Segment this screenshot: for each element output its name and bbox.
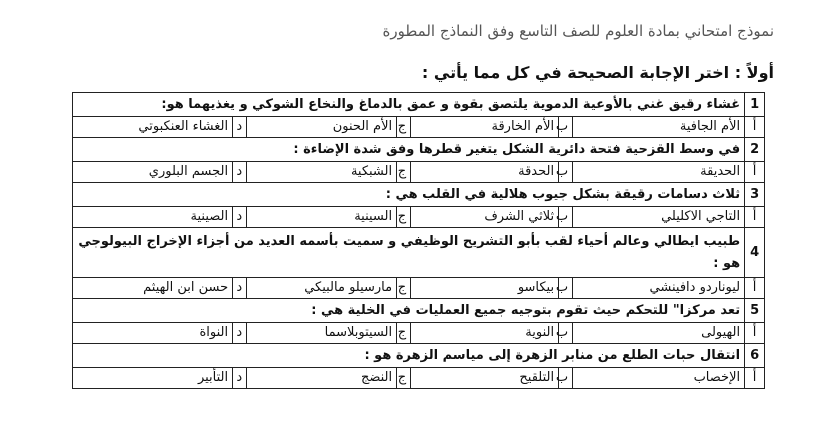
section-title: أولاً : اختر الإجابة الصحيحة في كل مما يأتي :: [421, 63, 774, 82]
question-text: ثلاث دسامات رقيقة بشكل جيوب هلالية في القلب هي :: [73, 183, 745, 207]
option-letter: أ: [745, 323, 765, 344]
document-title: نموذج امتحاني بمادة العلوم للصف التاسع وفق النماذج المطورة: [382, 22, 774, 40]
option-letter: ب: [559, 207, 573, 228]
question-number: 4: [745, 228, 765, 278]
option-c: النضج: [247, 368, 397, 389]
option-letter: ج: [397, 278, 411, 299]
option-c: الأم الحنون: [247, 117, 397, 138]
option-a: التاجي الاكليلي: [573, 207, 745, 228]
option-d: الصينية: [73, 207, 233, 228]
option-c: السيتوبلاسما: [247, 323, 397, 344]
options-row: [73, 368, 765, 389]
questions-table: [72, 92, 765, 389]
option-letter: د: [233, 162, 247, 183]
option-b: الحدقة: [411, 162, 559, 183]
option-b: النوية: [411, 323, 559, 344]
option-d: النواة: [73, 323, 233, 344]
question-row: [73, 93, 765, 117]
question-text: انتقال حبات الطلع من منابر الزهرة إلى مياسم الزهرة هو :: [73, 344, 745, 368]
option-letter: أ: [745, 117, 765, 138]
option-c: السينية: [247, 207, 397, 228]
option-letter: ب: [559, 278, 573, 299]
option-a: الإخصاب: [573, 368, 745, 389]
option-d: حسن ابن الهيثم: [73, 278, 233, 299]
option-a: ليوناردو دافينشي: [573, 278, 745, 299]
option-letter: د: [233, 207, 247, 228]
option-letter: د: [233, 278, 247, 299]
question-number: 3: [745, 183, 765, 207]
option-d: الجسم البلوري: [73, 162, 233, 183]
option-a: الحديقة: [573, 162, 745, 183]
option-letter: أ: [745, 368, 765, 389]
question-number: 6: [745, 344, 765, 368]
question-number: 1: [745, 93, 765, 117]
option-letter: د: [233, 368, 247, 389]
question-row: [73, 299, 765, 323]
option-letter: ب: [559, 368, 573, 389]
question-text: غشاء رقيق غني بالأوعية الدموية يلتصق بقوة و عمق بالدماغ والنخاع الشوكي و يغذيهما هو:: [73, 93, 745, 117]
question-text: تعد مركزا" للتحكم حيث تقوم بتوجيه جميع العمليات في الخلية هي :: [73, 299, 745, 323]
options-row: [73, 117, 765, 138]
option-c: الشبكية: [247, 162, 397, 183]
option-a: الأم الجافية: [573, 117, 745, 138]
option-b: التلقيح: [411, 368, 559, 389]
question-number: 2: [745, 138, 765, 162]
option-c: مارسيلو مالبيكي: [247, 278, 397, 299]
question-row: [73, 344, 765, 368]
options-row: [73, 207, 765, 228]
option-letter: أ: [745, 207, 765, 228]
option-letter: ج: [397, 323, 411, 344]
option-letter: ج: [397, 207, 411, 228]
options-row: [73, 278, 765, 299]
option-letter: ب: [559, 162, 573, 183]
options-row: [73, 323, 765, 344]
option-a: الهيولى: [573, 323, 745, 344]
option-letter: ج: [397, 368, 411, 389]
option-letter: أ: [745, 162, 765, 183]
question-row: [73, 228, 765, 278]
option-letter: د: [233, 323, 247, 344]
question-number: 5: [745, 299, 765, 323]
question-text: طبيب ايطالي وعالم أحياء لقب بأبو التشريح الوظيفي و سميت بأسمه العديد من أجزاء الإخراج البيولوجي هو :: [73, 228, 745, 278]
option-b: بيكاسو: [411, 278, 559, 299]
question-row: [73, 138, 765, 162]
option-letter: ب: [559, 323, 573, 344]
question-text: في وسط القزحية فتحة دائرية الشكل يتغير قطرها وفق شدة الإضاءة :: [73, 138, 745, 162]
question-row: [73, 183, 765, 207]
option-d: التأبير: [73, 368, 233, 389]
option-letter: ج: [397, 162, 411, 183]
option-b: ثلاثي الشرف: [411, 207, 559, 228]
option-letter: د: [233, 117, 247, 138]
option-letter: ب: [559, 117, 573, 138]
options-row: [73, 162, 765, 183]
option-letter: ج: [397, 117, 411, 138]
option-d: الغشاء العنكبوتي: [73, 117, 233, 138]
option-letter: أ: [745, 278, 765, 299]
option-b: الأم الخارقة: [411, 117, 559, 138]
